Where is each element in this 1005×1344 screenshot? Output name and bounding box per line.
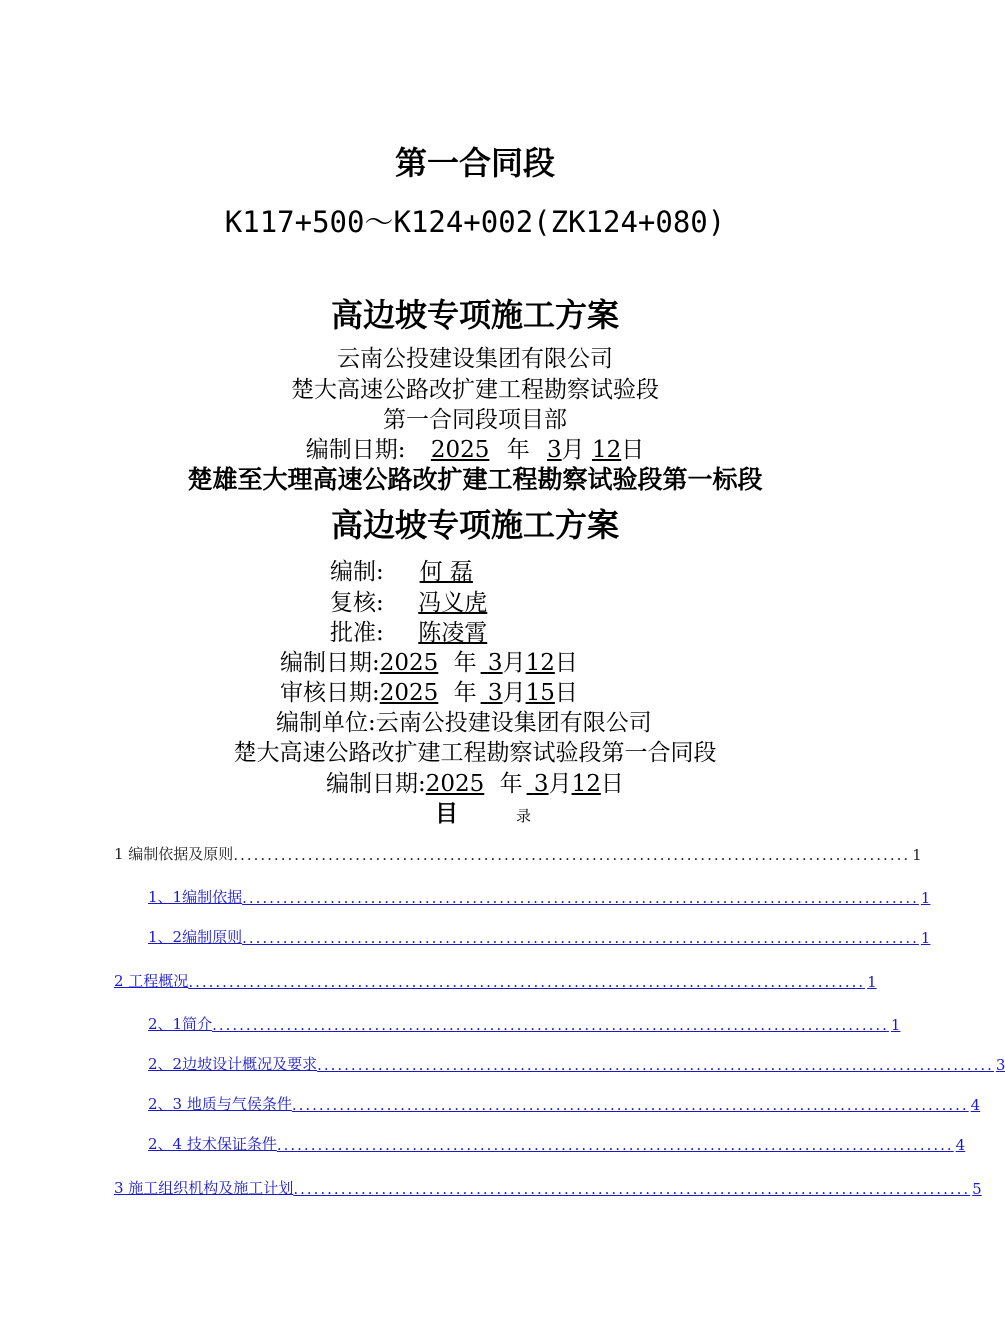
toc-entry-2-3[interactable]: 2、3 地质与气侯条件 .................................................................................................... 4 bbox=[148, 1095, 981, 1114]
reviewed-by: 复核: 冯义虎 bbox=[330, 590, 488, 616]
org-line-2: 楚大高速公路改扩建工程勘察试验段 bbox=[291, 377, 659, 403]
review-date: 审核日期:2025 年 3月15日 bbox=[280, 680, 578, 706]
title-first-contract: 第一合同段 bbox=[394, 144, 555, 182]
toc-entry-2-4[interactable]: 2、4 技术保证条件 .................................................................................................... 4 bbox=[148, 1135, 966, 1154]
title-slope-plan-2: 高边坡专项施工方案 bbox=[330, 506, 619, 544]
toc-entry-3[interactable]: 3 施工组织机构及施工计划 .................................................................................................... 5 bbox=[114, 1179, 982, 1198]
prep-date: 编制日期:2025 年 3月12日 bbox=[280, 650, 578, 676]
toc-entry-2-2[interactable]: 2、2边坡设计概况及要求 .................................................................................................... 3 bbox=[148, 1055, 1005, 1074]
toc-entry-2[interactable]: 2 工程概况 .................................................................................................... 1 bbox=[114, 972, 877, 991]
approved-by: 批准: 陈凌霄 bbox=[330, 620, 488, 646]
title-slope-plan: 高边坡专项施工方案 bbox=[330, 296, 619, 334]
prepared-by: 编制: 何 磊 bbox=[330, 559, 473, 585]
final-date: 编制日期:2025 年 3月12日 bbox=[326, 771, 624, 797]
toc-title: 目 录 bbox=[435, 801, 532, 827]
toc-entry-1-2[interactable]: 1、2编制原则 .................................................................................................... 1 bbox=[148, 928, 931, 947]
toc-entry-2-1[interactable]: 2、1简介 .................................................................................................... 1 bbox=[148, 1015, 901, 1034]
toc-entry-1[interactable]: 1 编制依据及原则 .................................................................................................... 1 bbox=[114, 845, 922, 864]
org-line-3: 第一合同段项目部 bbox=[383, 407, 567, 433]
toc-entry-1-1[interactable]: 1、1编制依据 .................................................................................................... 1 bbox=[148, 888, 931, 907]
section-code: K117+500～K124+002(ZK124+080) bbox=[224, 205, 726, 239]
cover-date: 编制日期: 2025 年 3月 12日 bbox=[305, 437, 645, 463]
prep-unit: 编制单位:云南公投建设集团有限公司 bbox=[276, 710, 652, 736]
prep-unit-line-2: 楚大高速公路改扩建工程勘察试验段第一合同段 bbox=[233, 740, 717, 766]
project-title: 楚雄至大理高速公路改扩建工程勘察试验段第一标段 bbox=[187, 465, 763, 494]
org-line-1: 云南公投建设集团有限公司 bbox=[337, 346, 613, 372]
